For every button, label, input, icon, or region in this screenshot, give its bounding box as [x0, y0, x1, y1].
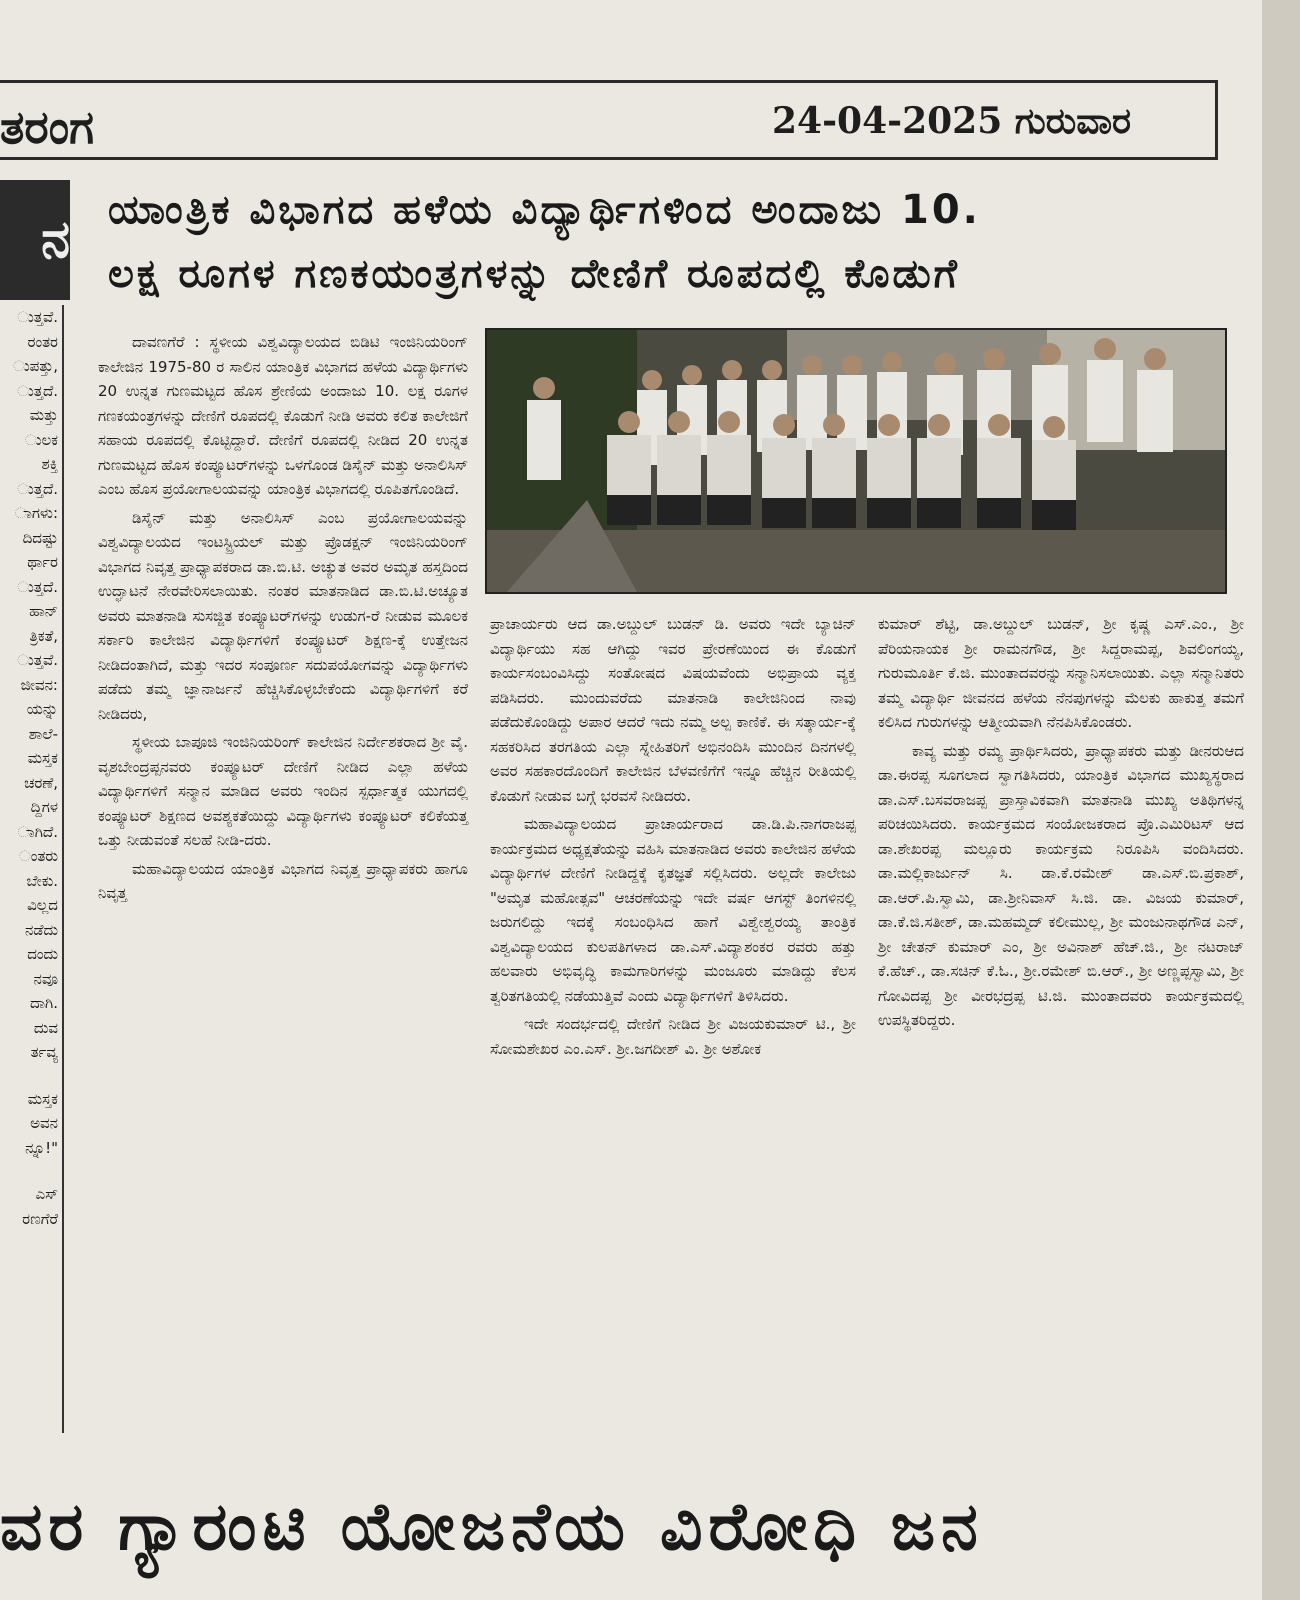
next-article-headline: ವರ ಗ್ಯಾರಂಟಿ ಯೋಜನೆಯ ವಿರೋಧಿ ಜನ: [0, 1488, 984, 1565]
article-paragraph: ಪ್ರಾಚಾರ್ಯರು ಆದ ಡಾ.ಅಬ್ದುಲ್ ಬುಡನ್ ಡಿ. ಅವರು ಇದೇ ಬ್ಯಾಚಿನ್ ವಿದ್ಯಾರ್ಥಿಯು ಸಹ ಆಗಿದ್ದು ಇವರ ಪ್ರೇರಣೆಯಿಂದ ಈ ಕೊಡುಗೆ ಕಾರ್ಯಸಂಬಂವಿಸಿದ್ದು ಸಂತೋಷದ ವಿಷಯವೆಂದು ಅಭಿಪ್ರಾಯ ವ್ಯಕ್ತ ಪಡಿಸಿದರು. ಮುಂದುವರೆದು ಮಾತನಾಡಿ ಕಾಲೇಜಿನಿಂದ ನಾವು ಪಡೆದುಕೊಂಡಿದ್ದು ಅಪಾರ ಆದರೆ ಇದು ನಮ್ಮ ಅಲ್ಪ ಕಾಣಿಕೆ. ಈ ಸತ್ಕಾರ್ಯ-ಕ್ಕೆ ಸಹಕರಿಸಿದ ತರಗತಿಯ ಎಲ್ಲಾ ಸ್ನೇಹಿತರಿಗೆ ಅಭಿನಂದಿಸಿ ಮುಂದಿನ ದಿನಗಳಲ್ಲಿ ಅವರ ಸಹಕಾರದೊಂದಿಗೆ ಕಾಲೇಜಿನ ಬೆಳವಣಿಗೆಗೆ ಇನ್ನೂ ಹೆಚ್ಚಿನ ರೀತಿಯಲ್ಲಿ ಕೊಡುಗೆ ನೀಡುವ ಬಗ್ಗೆ ಭರವಸೆ ನೀಡಿದರು.: [490, 615, 856, 805]
group-photo: [485, 328, 1227, 594]
left-column-fragment: ಮತ್ತು: [29, 406, 58, 424]
left-column-fragment: ಅವನ: [30, 1114, 58, 1132]
article-paragraph: ದಾವಣಗೆರೆ : ಸ್ಥಳೀಯ ವಿಶ್ವವಿದ್ಯಾಲಯದ ಬಿಡಿಟಿ ಇಂಜಿನಿಯರಿಂಗ್ ಕಾಲೇಜಿನ 1975-80 ರ ಸಾಲಿನ ಯಾಂತ್ರಿಕ ವಿಭಾಗದ ಹಳೆಯ ವಿದ್ಯಾರ್ಥಿಗಳು 20 ಉನ್ನತ ಗುಣಮಟ್ಟದ ಹೊಸ ಶ್ರೇಣಿಯ ಅಂದಾಜು 10. ಲಕ್ಷ ರೂಗಳ ಗಣಕಯಂತ್ರಗಳನ್ನು ದೇಣಿಗೆ ರೂಪದಲ್ಲಿ ಕೊಡುಗೆ ನೀಡಿ ಅವರು ಕಲಿತ ಕಾಲೇಜಿಗೆ ಸಹಾಯ ರೂಪದಲ್ಲಿ ಕೊಟ್ಟಿದ್ದಾರೆ. ದೇಣಿಗೆ ರೂಪದಲ್ಲಿ ನೀಡಿದ 20 ಉನ್ನತ ಗುಣಮಟ್ಟದ ಹೊಸ ಕಂಪ್ಯೂಟರ್‌ಗಳನ್ನು ಒಳಗೊಂಡ ಡಿಸೈನ್ ಮತ್ತು ಅನಾಲಿಸಿಸ್ ಎಂಬ ಹೊಸ ಪ್ರಯೋಗಾಲಯವನ್ನು ಯಾಂತ್ರಿಕ ವಿಭಾಗದಲ್ಲಿ ರೂಪಿತಗೊಂಡಿದೆ.: [98, 333, 468, 498]
left-column-fragment: ುತ್ತವೆ.: [17, 308, 58, 326]
issue-date: 24-04-2025 ಗುರುವಾರ: [772, 100, 1132, 142]
left-column-fragment: ಎಸ್: [35, 1185, 58, 1203]
group-photo-illustration: [487, 330, 1225, 592]
left-column-fragment: ುಪತ್ತು,: [12, 357, 58, 375]
article-paragraph: ಕುಮಾರ್ ಶೆಟ್ಟಿ, ಡಾ.ಅಬ್ದುಲ್ ಬುಡನ್, ಶ್ರೀ ಕೃಷ್ಣ ಎಸ್.ಎಂ., ಶ್ರೀ ಪೆರಿಯನಾಯಕ ಶ್ರೀ ರಾಮನಗೌಡ, ಶ್ರೀ ಸಿದ್ದರಾಮಪ್ಪ, ಶಿವಲಿಂಗಯ್ಯ, ಗುರುಮೂರ್ತಿ ಕೆ.ಜಿ. ಮುಂತಾದವರನ್ನು ಸನ್ಮಾನಿಸಲಾಯಿತು. ಎಲ್ಲಾ ಸನ್ಮಾನಿತರು ತಮ್ಮ ವಿದ್ಯಾರ್ಥಿ ಜೀವನದ ಹಳೆಯ ನೆನಪುಗಳನ್ನು ಮೆಲಕು ಹಾಕುತ್ತ ತಮಗೆ ಕಲಿಸಿದ ಗುರುಗಳನ್ನು ಆತ್ಮೀಯವಾಗಿ ನೆನಪಿಸಿಕೊಂಡರು.: [878, 615, 1244, 731]
left-column-fragment: ನ್ನೂ!": [25, 1138, 58, 1157]
article-column-1: [98, 330, 468, 906]
left-column-fragment: ವಿಲ್ಲದ: [27, 896, 58, 914]
left-column-fragment: ುಲಕ: [24, 430, 58, 449]
left-column-fragment: ದುವ: [33, 1018, 58, 1037]
left-column-fragment: ರಂತರ: [27, 332, 58, 351]
left-column-fragment: ಮಸ್ತಕ: [27, 1089, 58, 1108]
page-edge-shadow: [1262, 0, 1300, 1600]
left-column-fragment: ರಣಗೆರೆ: [22, 1209, 58, 1228]
headline-line-2: ಲಕ್ಷ ರೂಗಳ ಗಣಕಯಂತ್ರಗಳನ್ನು ದೇಣಿಗೆ ರೂಪದಲ್ಲಿ ಕೊಡುಗೆ: [108, 251, 960, 297]
left-column-fragment: ನವೂ: [33, 969, 58, 988]
headline-line-1: ಯಾಂತ್ರಿಕ ವಿಭಾಗದ ಹಳೆಯ ವಿದ್ಯಾರ್ಥಿಗಳಿಂದ ಅಂದಾಜು 10.: [108, 187, 981, 233]
left-column-fragment: ಮಸ್ತಕ: [27, 749, 58, 767]
left-column-fragment: ಯನ್ನು: [26, 700, 58, 718]
article-paragraph: ಇದೇ ಸಂದರ್ಭದಲ್ಲಿ ದೇಣಿಗೆ ನೀಡಿದ ಶ್ರೀ ವಿಜಯಕುಮಾರ್ ಟಿ., ಶ್ರೀ ಸೋಮಶೇಖರ ಎಂ.ಎಸ್. ಶ್ರೀ.ಜಗದೀಶ್ ವಿ. ಶ್ರೀ ಅಶೋಕ: [490, 1015, 856, 1058]
left-column-fragment: ಾಗಿದೆ.: [17, 822, 58, 841]
left-column-fragment: ದಂದು: [27, 945, 58, 963]
left-column-fragment: ಜೀವನ:: [20, 675, 58, 694]
left-column-fragment: ತ್ರಿಕತೆ,: [29, 626, 58, 645]
left-column-fragment: ನಡೆದು: [25, 920, 58, 939]
article-paragraph: ಸ್ಥಳೀಯ ಬಾಪೂಜಿ ಇಂಜಿನಿಯರಿಂಗ್ ಕಾಲೇಜಿನ ನಿರ್ದೇಶಕರಾದ ಶ್ರೀ ವೈ. ವೃಶಬೇಂದ್ರಪ್ಪನವರು ಕಂಪ್ಯೂಟರ್ ದೇಣಿಗೆ ನೀಡಿದ ಎಲ್ಲಾ ಹಳೆಯ ವಿದ್ಯಾರ್ಥಿಗಳಿಗೆ ಸನ್ಮಾನ ಮಾಡಿದ ಅವರು ಇಂದಿನ ಸ್ಪರ್ಧಾತ್ಮಕ ಯುಗದಲ್ಲಿ ಕಂಪ್ಯೂಟರ್ ಶಿಕ್ಷಣದ ಅವಶ್ಯಕತೆಯಿದ್ದು ವಿದ್ಯಾರ್ಥಿಗಳು ಕಂಪ್ಯೂಟರ್ ಕಲಿಕೆಯತ್ತ ಒತ್ತು ನೀಡುವಂತೆ ಸಲಹೆ ನೀಡಿ-ದರು.: [98, 733, 468, 849]
left-column-fragment: ರ್ತವ್ಯ: [30, 1043, 58, 1061]
masthead: ತರಂಗ: [0, 100, 94, 154]
left-column-fragment: ಂತರು: [18, 847, 58, 865]
left-column-fragment: ಾಗಳು:: [14, 504, 58, 522]
left-column-fragment: ಶಾಲೆ-: [28, 724, 58, 743]
article-column-3: [878, 612, 1244, 1033]
left-column-fragment: ದಾಗಿ.: [30, 994, 58, 1012]
left-column-fragment: ರ್ಥಾರ: [27, 553, 58, 571]
left-column-fragment: ದಿದಷ್ಟು: [22, 528, 58, 547]
left-column-fragments: [0, 305, 64, 1433]
left-column-fragment: ುತ್ತದೆ.: [17, 381, 58, 400]
left-column-fragment: ಶಕ್ತಿ: [41, 455, 58, 473]
left-column-fragment: ದ್ದಿಗಳ: [30, 798, 58, 816]
left-column-fragment: ಚರಣೆ,: [24, 773, 58, 792]
left-column-fragment: ುತ್ತದೆ.: [17, 479, 58, 498]
left-column-fragment: ುತ್ತದೆ.: [17, 577, 58, 596]
article-paragraph: ಮಹಾವಿದ್ಯಾಲಯದ ಪ್ರಾಚಾರ್ಯರಾದ ಡಾ.ಡಿ.ಪಿ.ನಾಗರಾಜಪ್ಪ ಕಾರ್ಯಕ್ರಮದ ಅಧ್ಯಕ್ಷತೆಯನ್ನು ವಹಿಸಿ ಮಾತನಾಡಿದ ಅವರು ಕಾಲೇಜಿನ ಹಳೆಯ ವಿದ್ಯಾರ್ಥಿಗಳ ದೇಣಿಗೆ ನೀಡಿದ್ದಕ್ಕೆ ಕೃತಜ್ಞತೆ ಸಲ್ಲಿಸಿದರು. ಅಲ್ಲದೇ ಕಾಲೇಜು "ಅಮೃತ ಮಹೋತ್ಸವ" ಆಚರಣೆಯನ್ನು ಇದೇ ವರ್ಷ ಆಗಸ್ಟ್ ತಿಂಗಳಿನಲ್ಲಿ ಜರುಗಲಿದ್ದು ಇದಕ್ಕೆ ಸಂಬಂಧಿಸಿದ ಹಾಗೆ ವಿಶ್ವೇಶ್ವರಯ್ಯ ತಾಂತ್ರಿಕ ವಿಶ್ವವಿದ್ಯಾಲಯದ ಕುಲಪತಿಗಳಾದ ಡಾ.ಎಸ್.ವಿದ್ಯಾಶಂಕರ ರವರು ಹತ್ತು ಹಲವಾರು ಅಭಿವೃದ್ಧಿ ಕಾಮಗಾರಿಗಳನ್ನು ಮಂಜೂರು ಮಾಡಿದ್ದು ಕೆಲಸ ತ್ವರಿತಗತಿಯಲ್ಲಿ ನಡೆಯುತ್ತಿವೆ ಎಂದು ವಿದ್ಯಾರ್ಥಿಗಳಿಗೆ ತಿಳಿಸಿದರು.: [490, 815, 856, 1005]
left-column-fragment: ಹಾನ್: [29, 602, 58, 620]
article-paragraph: ಕಾವ್ಯ ಮತ್ತು ರಮ್ಯ ಪ್ರಾರ್ಥಿಸಿದರು, ಪ್ರಾಧ್ಯಾಪಕರು ಮತ್ತು ಡೀನರುಆದ ಡಾ.ಈರಪ್ಪ ಸೂಗಲಾದ ಸ್ವಾಗತಿಸಿದರು, ಯಾಂತ್ರಿಕ ವಿಭಾಗದ ಮುಖ್ಯಸ್ಥರಾದ ಡಾ.ಎಸ್.ಬಸವರಾಜಪ್ಪ ಪ್ರಾಸ್ತಾವಿಕವಾಗಿ ಮಾತನಾಡಿ ಮುಖ್ಯ ಅತಿಥಿಗಳನ್ನ ಪರಿಚಯಿಸಿದರು. ಕಾರ್ಯಕ್ರಮದ ಸಂಯೋಜಕರಾದ ಪ್ರೊ.ಎಮಿರಿಟಸ್ ಆದ ಡಾ.ಶೇಖರಪ್ಪ ಮಲ್ಲೂರು ಕಾರ್ಯಕ್ರಮ ನಿರೂಪಿಸಿ ವಂದಿಸಿದರು. ಡಾ.ಮಲ್ಲಿಕಾರ್ಜುನ್ ಸಿ. ಡಾ.ಕೆ.ರಮೇಶ್ ಡಾ.ಎಸ್.ಬಿ.ಪ್ರಕಾಶ್, ಡಾ.ಆರ್.ಪಿ.ಸ್ವಾಮಿ, ಡಾ.ಶ್ರೀನಿವಾಸ್ ಸಿ.ಜಿ. ಡಾ. ವಿಜಯ ಕುಮಾರ್, ಡಾ.ಕೆ.ಜಿ.ಸತೀಶ್, ಡಾ.ಮಹಮ್ಮದ್ ಕಲೀಮುಲ್ಲ, ಶ್ರೀ ಮಂಜುನಾಥಗೌಡ ಎನ್, ಶ್ರೀ ಚೇತನ್ ಕುಮಾರ್ ಎಂ, ಶ್ರೀ ಅವಿನಾಶ್ ಹೆಚ್.ಜಿ., ಶ್ರೀ ನಟರಾಜ್ ಕೆ.ಹೆಚ್., ಡಾ.ಸಚಿನ್ ಕೆ.ಓ., ಶ್ರೀ.ರಮೇಶ್ ಬಿ.ಆರ್., ಶ್ರೀ ಅಣ್ಣಪ್ಪಸ್ವಾಮಿ, ಶ್ರೀ ಗೋವಿದಪ್ಪ ಶ್ರೀ ವೀರಭದ್ರಪ್ಪ ಟಿ.ಜಿ. ಮುಂತಾದವರು ಕಾರ್ಯಕ್ರಮದಲ್ಲಿ ಉಪಸ್ಥಿತರಿದ್ದರು.: [878, 741, 1244, 1029]
article-paragraph: ಡಿಸೈನ್ ಮತ್ತು ಅನಾಲಿಸಿಸ್ ಎಂಬ ಪ್ರಯೋಗಾಲಯವನ್ನು ವಿಶ್ವವಿದ್ಯಾಲಯದ ಇಂಟಸ್ಟ್ರಿಯಲ್ ಮತ್ತು ಪ್ರೊಡಕ್ಷನ್ ಇಂಜಿನಿಯರಿಂಗ್ ವಿಭಾಗದ ನಿವೃತ್ತ ಪ್ರಾಧ್ಯಾಪಕರಾದ ಡಾ.ಬಿ.ಟಿ. ಅಚ್ಯುತ ಅವರ ಅಮೃತ ಹಸ್ತದಿಂದ ಉದ್ಘಾಟನೆ ನೇರವೇರಿಸಲಾಯಿತು. ನಂತರ ಮಾತನಾಡಿದ ಡಾ.ಬಿ.ಟಿ.ಅಚ್ಯೂತ ಅವರು ಮಾತನಾಡಿ ಸುಸಜ್ಜಿತ ಕಂಪ್ಯೂಟರ್‌ಗಳನ್ನು ಉಡುಗ-ರೆ ನೀಡುವ ಮೂಲಕ ಸರ್ಕಾರಿ ಕಾಲೇಜಿನ ವಿದ್ಯಾರ್ಥಿಗಳಿಗೆ ಕಂಪ್ಯೂಟರ್ ಶಿಕ್ಷಣ-ಕ್ಕೆ ಉತ್ತೇಜನ ನೀಡಿದಂತಾಗಿದೆ, ಮತ್ತು ಇದರ ಸಂಪೂರ್ಣ ಸದುಪಯೋಗವನ್ನು ವಿದ್ಯಾರ್ಥಿಗಳು ಪಡೆದು ತಮ್ಮ ಜ್ಞಾನಾರ್ಜನೆ ಹೆಚ್ಚಿಸಿಕೊಳ್ಳಬೇಕೆಂದು ವಿದ್ಯಾರ್ಥಿಗಳಿಗೆ ಕರೆ ನೀಡಿದರು,: [98, 508, 468, 723]
left-column-fragment: ುತ್ತವೆ.: [17, 651, 58, 669]
article-headline: [108, 178, 1218, 306]
article-column-2: [490, 612, 856, 1061]
article-paragraph: ಮಹಾವಿದ್ಯಾಲಯದ ಯಾಂತ್ರಿಕ ವಿಭಾಗದ ನಿವೃತ್ತ ಪ್ರಾಧ್ಯಾಪಕರು ಹಾಗೂ ನಿವೃತ್ತ: [98, 859, 468, 902]
left-column-fragment: ಬೇಕು.: [26, 871, 58, 890]
left-column-title-box: ನ: [0, 180, 70, 300]
